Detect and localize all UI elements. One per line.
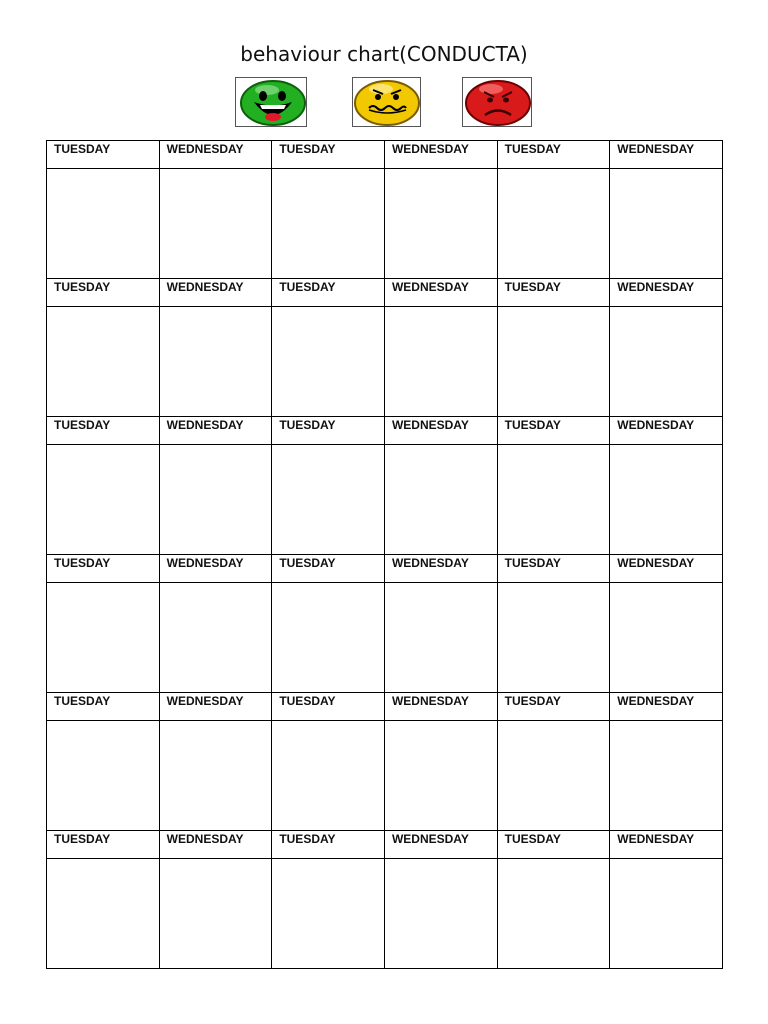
entry-cell[interactable] (384, 583, 497, 693)
entry-cell[interactable] (159, 307, 272, 417)
entry-cell[interactable] (159, 583, 272, 693)
entry-cell[interactable] (384, 169, 497, 279)
behaviour-chart-table (46, 140, 722, 968)
entry-cell[interactable] (497, 445, 610, 555)
day-label: WEDNESDAY (384, 555, 497, 583)
entry-cell[interactable] (159, 721, 272, 831)
entry-row (47, 583, 723, 693)
day-label: TUESDAY (47, 693, 160, 721)
day-label: TUESDAY (47, 417, 160, 445)
entry-cell[interactable] (610, 307, 723, 417)
entry-row (47, 307, 723, 417)
entry-row (47, 721, 723, 831)
day-label: TUESDAY (47, 831, 160, 859)
day-label: WEDNESDAY (610, 417, 723, 445)
day-label: WEDNESDAY (610, 831, 723, 859)
day-header-row (47, 417, 723, 445)
day-header-row (47, 555, 723, 583)
day-label: TUESDAY (497, 279, 610, 307)
day-label: TUESDAY (497, 693, 610, 721)
day-label: TUESDAY (272, 141, 385, 169)
day-label: WEDNESDAY (610, 279, 723, 307)
entry-cell[interactable] (159, 445, 272, 555)
day-label: TUESDAY (47, 555, 160, 583)
entry-cell[interactable] (272, 721, 385, 831)
entry-cell[interactable] (272, 445, 385, 555)
entry-row (47, 169, 723, 279)
entry-cell[interactable] (272, 583, 385, 693)
day-label: WEDNESDAY (384, 141, 497, 169)
entry-cell[interactable] (384, 307, 497, 417)
entry-cell[interactable] (47, 445, 160, 555)
entry-row (47, 859, 723, 969)
day-label: TUESDAY (47, 141, 160, 169)
day-label: TUESDAY (497, 417, 610, 445)
entry-cell[interactable] (384, 445, 497, 555)
entry-cell[interactable] (610, 859, 723, 969)
day-label: TUESDAY (272, 279, 385, 307)
neutral-face-icon (352, 77, 421, 127)
day-label: WEDNESDAY (384, 417, 497, 445)
day-label: WEDNESDAY (159, 417, 272, 445)
entry-cell[interactable] (384, 721, 497, 831)
entry-cell[interactable] (610, 583, 723, 693)
entry-cell[interactable] (47, 169, 160, 279)
page-title: behaviour chart(CONDUCTA) (240, 42, 528, 66)
day-label: WEDNESDAY (159, 279, 272, 307)
entry-cell[interactable] (159, 169, 272, 279)
sad-face-icon (462, 77, 532, 127)
day-label: WEDNESDAY (610, 555, 723, 583)
day-label: TUESDAY (272, 693, 385, 721)
day-label: TUESDAY (497, 831, 610, 859)
day-label: TUESDAY (272, 555, 385, 583)
entry-cell[interactable] (272, 859, 385, 969)
day-header-row (47, 831, 723, 859)
day-header-row (47, 693, 723, 721)
day-label: TUESDAY (272, 417, 385, 445)
day-label: WEDNESDAY (384, 831, 497, 859)
day-label: WEDNESDAY (159, 693, 272, 721)
entry-cell[interactable] (497, 169, 610, 279)
entry-cell[interactable] (47, 721, 160, 831)
day-label: WEDNESDAY (384, 693, 497, 721)
day-label: WEDNESDAY (159, 555, 272, 583)
day-label: WEDNESDAY (159, 141, 272, 169)
entry-cell[interactable] (159, 859, 272, 969)
day-label: WEDNESDAY (610, 693, 723, 721)
day-label: TUESDAY (497, 555, 610, 583)
entry-row (47, 445, 723, 555)
entry-cell[interactable] (47, 307, 160, 417)
day-header-row (47, 279, 723, 307)
day-label: TUESDAY (272, 831, 385, 859)
day-header-row (47, 141, 723, 169)
entry-cell[interactable] (47, 583, 160, 693)
day-label: TUESDAY (47, 279, 160, 307)
entry-cell[interactable] (497, 583, 610, 693)
day-label: WEDNESDAY (384, 279, 497, 307)
day-label: WEDNESDAY (159, 831, 272, 859)
entry-cell[interactable] (610, 169, 723, 279)
entry-cell[interactable] (272, 169, 385, 279)
day-label: WEDNESDAY (610, 141, 723, 169)
entry-cell[interactable] (610, 721, 723, 831)
entry-cell[interactable] (384, 859, 497, 969)
day-label: TUESDAY (497, 141, 610, 169)
entry-cell[interactable] (272, 307, 385, 417)
entry-cell[interactable] (47, 859, 160, 969)
happy-face-icon (235, 77, 307, 127)
entry-cell[interactable] (610, 445, 723, 555)
entry-cell[interactable] (497, 307, 610, 417)
entry-cell[interactable] (497, 721, 610, 831)
entry-cell[interactable] (497, 859, 610, 969)
